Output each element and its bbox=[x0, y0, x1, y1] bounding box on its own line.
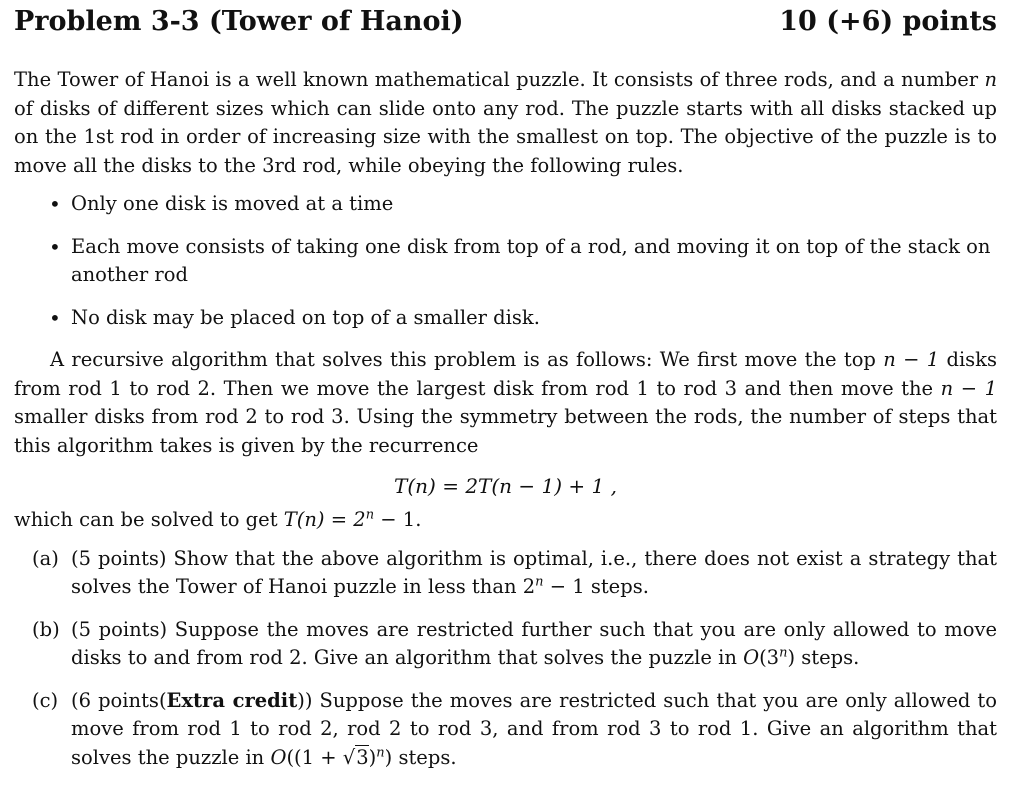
rules-list bbox=[14, 190, 997, 332]
part-b-text-3: ) steps. bbox=[787, 646, 860, 669]
solution-exponent: n bbox=[365, 507, 375, 523]
sqrt-expression bbox=[343, 744, 369, 773]
part-a-text-1: (5 points) Show that the above algorithm is optimal, i.e., there does not exist a strategy that solves the Tower of Hanoi puzzle in less than 2 bbox=[71, 546, 997, 598]
part-c-exponent: n bbox=[376, 745, 385, 760]
subproblems-list bbox=[14, 545, 997, 773]
intro-text-2: of disks of different sizes which can slide onto any rod. The puzzle starts with all disks stacked up on the 1st rod in order of increasing size with the smallest on top. The objective of the puzzle is to move all the disks to the 3rd rod, while obeying the following rules. bbox=[14, 96, 997, 177]
algorithm-text-1: A recursive algorithm that solves this problem is as follows: We first move the top bbox=[50, 348, 884, 371]
algorithm-math-1: n − 1 bbox=[883, 348, 940, 371]
extra-credit-label: Extra credit bbox=[166, 688, 298, 712]
part-b-exponent: n bbox=[779, 645, 788, 661]
solution-text: which can be solved to get bbox=[14, 508, 284, 531]
part-a-text-2: − 1 steps. bbox=[543, 575, 649, 598]
part-c-text-1: (6 points( bbox=[71, 688, 167, 712]
part-c-text-2: )) Suppose the moves are restricted such that you are only allowed to move from rod 1 to rod 2, rod 2 to rod 3, and from rod 3 to rod 1. Give an algorithm that solves the puzzle in bbox=[71, 688, 997, 769]
intro-paragraph bbox=[14, 66, 997, 180]
solution-lhs: T(n) = 2 bbox=[283, 508, 366, 531]
sqrt-argument: 3 bbox=[356, 745, 369, 769]
part-c-big-o: O bbox=[270, 745, 287, 769]
part-b-big-o: O bbox=[743, 646, 760, 669]
part-b-text-2: (3 bbox=[759, 646, 780, 669]
intro-text-1: The Tower of Hanoi is a well known mathematical puzzle. It consists of three rods, and a number bbox=[14, 68, 979, 91]
solution-rhs: − 1. bbox=[374, 508, 422, 531]
sqrt-symbol: √ bbox=[342, 745, 356, 769]
recurrence-equation: T(n) = 2T(n − 1) + 1 , bbox=[394, 474, 617, 498]
part-c-text-5: ) steps. bbox=[384, 745, 457, 769]
part-a-exponent: n bbox=[535, 574, 544, 590]
problem-header bbox=[14, 0, 997, 56]
subproblem-label: (a) bbox=[32, 546, 59, 570]
solution-line bbox=[14, 506, 997, 535]
algorithm-text-3: smaller disks from rod 2 to rod 3. Using the symmetry between the rods, the number of steps that this algorithm takes is given by the recurrence bbox=[14, 405, 997, 457]
algorithm-paragraph bbox=[14, 346, 997, 460]
problem-title: Problem 3-3 (Tower of Hanoi) bbox=[14, 6, 464, 37]
problem-points: 10 (+6) points bbox=[779, 6, 997, 37]
rule-item: • Each move consists of taking one disk from top of a rod, and moving it on top of the stack on another rod bbox=[14, 233, 997, 290]
subproblem-label: (c) bbox=[32, 688, 59, 712]
subproblem-b bbox=[14, 616, 997, 673]
subproblem-a bbox=[14, 545, 997, 602]
part-c-text-3: ((1 + bbox=[286, 745, 343, 769]
rule-item: • Only one disk is moved at a time bbox=[14, 190, 997, 219]
part-b-text-1: (5 points) Suppose the moves are restricted further such that you are only allowed to move disks to and from rod 2. Give an algorithm that solves the puzzle in bbox=[71, 617, 997, 669]
subproblem-c bbox=[14, 687, 997, 773]
intro-var-n: n bbox=[984, 68, 997, 91]
subproblem-label: (b) bbox=[32, 617, 60, 641]
rule-item: • No disk may be placed on top of a smaller disk. bbox=[14, 304, 997, 333]
algorithm-math-2: n − 1 bbox=[940, 376, 998, 400]
algorithm-text-2: disks from rod 1 to rod 2. Then we move the largest disk from rod 1 to rod 3 and then move the bbox=[14, 348, 998, 400]
part-c-text-4: ) bbox=[368, 745, 377, 769]
